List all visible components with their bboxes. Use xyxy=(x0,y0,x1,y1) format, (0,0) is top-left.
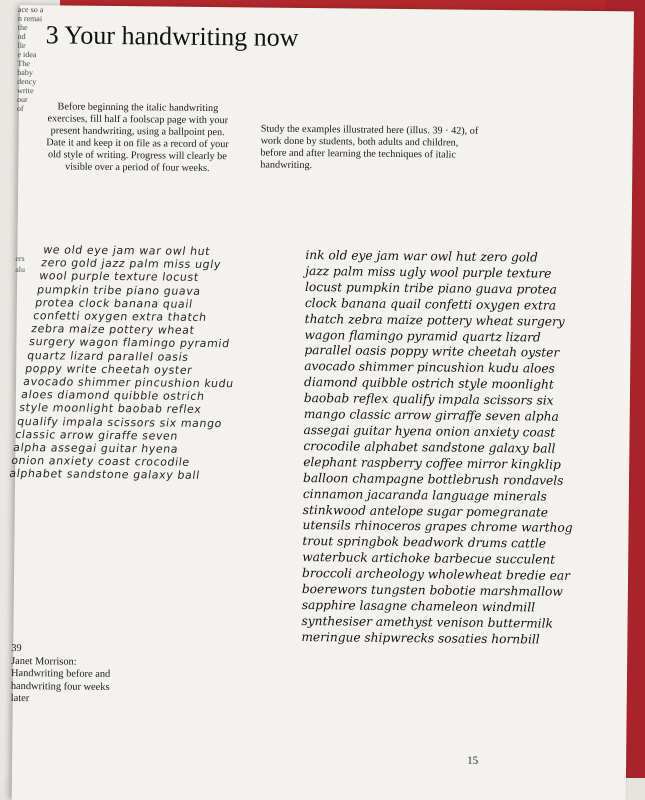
after-line: diamond quibble ostrich style moonlight xyxy=(303,375,554,392)
intro-paragraph-right: Study the examples illustrated here (illus. 39 · 42), of work done by students, both adults and children, before and after learning the techniques of italic handwriting. xyxy=(260,123,479,172)
edge-fragment: e idea xyxy=(17,49,37,60)
edge-fragment: n remai xyxy=(17,13,43,24)
before-line: confetti oxygen extra thatch xyxy=(32,309,208,324)
after-line: utensils rhinoceros grapes chrome warthog xyxy=(302,518,573,536)
edge-fragment: alu xyxy=(15,264,26,275)
before-line: we old eye jam war owl hut xyxy=(42,243,212,258)
before-line: wool purple texture locust xyxy=(38,269,200,285)
after-line: stinkwood antelope sugar pomegranate xyxy=(302,502,549,520)
before-line: zebra maize pottery wheat xyxy=(30,322,196,338)
after-line: avocado shimmer pincushion kudu aloes xyxy=(304,359,555,376)
edge-fragment: dency xyxy=(17,76,37,87)
before-line: zero gold jazz palm miss ugly xyxy=(40,256,222,272)
handwriting-sample-after xyxy=(301,248,635,649)
edge-fragment: nd xyxy=(17,31,26,42)
before-line: alpha assegai guitar hyena xyxy=(12,441,180,456)
after-line: jazz palm miss ugly wool purple texture xyxy=(305,263,552,281)
intro-paragraph-left: Before beginning the italic handwriting exercises, fill half a foolscap page with your present handwriting, using a ballpoint pen. Date it and keep it on file as a record of your old style of writing. Progress will clearly be visible over a period of four weeks. xyxy=(46,101,229,174)
before-line: aloes diamond quibble ostrich xyxy=(20,388,206,404)
before-line: alphabet sandstone galaxy ball xyxy=(8,467,201,483)
after-line: cinnamon jacaranda language minerals xyxy=(302,486,547,504)
illustration-caption xyxy=(11,643,132,707)
after-line: locust pumpkin tribe piano guava protea xyxy=(304,279,557,297)
after-line: crocodile alphabet sandstone galaxy ball xyxy=(303,438,556,456)
after-line: thatch zebra maize pottery wheat surgery xyxy=(304,311,565,329)
after-line: sapphire lasagne chameleon windmill xyxy=(301,597,536,615)
after-line: trout springbok beadwork drums cattle xyxy=(302,534,547,551)
caption-line: handwriting four weeks xyxy=(10,680,110,693)
after-line: assegai guitar hyena onion anxiety coast xyxy=(303,422,556,440)
before-line: poppy write cheetah oyster xyxy=(24,361,194,377)
after-line: parallel oasis poppy write cheetah oyster xyxy=(304,343,560,361)
after-line: balloon champagne bottlebrush rondavels xyxy=(302,470,564,488)
after-line: wagon flamingo pyramid quartz lizard xyxy=(304,327,541,345)
before-line: protea clock banana quail xyxy=(34,295,194,311)
after-line: synthesiser amethyst venison buttermilk xyxy=(301,613,553,631)
before-line: style moonlight baobab reflex xyxy=(18,401,203,417)
after-line: meringue shipwrecks sosaties hornbill xyxy=(301,629,540,647)
caption-line: Janet Morrison: xyxy=(11,655,77,668)
page-number: 15 xyxy=(467,754,479,767)
after-line: clock banana quail confetti oxygen extra xyxy=(304,295,557,313)
edge-fragment: of xyxy=(16,103,24,114)
before-line: onion anxiety coast crocodile xyxy=(10,454,191,470)
edge-fragment: our xyxy=(16,94,28,105)
edge-fragment: the xyxy=(17,22,28,33)
chapter-title: 3 Your handwriting now xyxy=(45,20,299,52)
after-line: baobab reflex qualify impala scissors six xyxy=(303,391,554,408)
edge-fragment: ace so a xyxy=(17,4,44,15)
after-line: ink old eye jam war owl hut zero gold xyxy=(305,248,538,265)
after-line: boerewors tungsten bobotie marshmallow xyxy=(301,582,563,599)
edge-fragment: ers xyxy=(15,253,25,264)
after-line: broccoli archeology wholewheat bredie ear xyxy=(301,566,571,583)
caption-line: 39 xyxy=(11,642,22,655)
after-line: waterbuck artichoke barbecue succulent xyxy=(302,550,556,567)
book-page xyxy=(8,4,634,800)
edge-fragment: lle xyxy=(17,40,26,51)
after-line: elephant raspberry coffee mirror kingklip xyxy=(303,454,561,472)
before-line: surgery wagon flamingo pyramid xyxy=(28,335,231,351)
before-line: quartz lizard parallel oasis xyxy=(26,348,190,364)
before-line: pumpkin tribe piano guava xyxy=(36,282,202,298)
before-line: classic arrow giraffe seven xyxy=(14,427,180,443)
edge-fragment: The xyxy=(17,58,30,69)
edge-fragment: write xyxy=(17,85,34,96)
before-line: avocado shimmer pincushion kudu xyxy=(22,375,235,391)
edge-fragment: baby xyxy=(17,67,33,78)
handwriting-sample-before xyxy=(8,243,314,483)
after-line: mango classic arrow girraffe seven alpha xyxy=(303,407,559,424)
caption-line: Handwriting before and xyxy=(10,668,111,681)
caption-line: later xyxy=(10,693,30,705)
before-line: qualify impala scissors six mango xyxy=(16,414,224,430)
